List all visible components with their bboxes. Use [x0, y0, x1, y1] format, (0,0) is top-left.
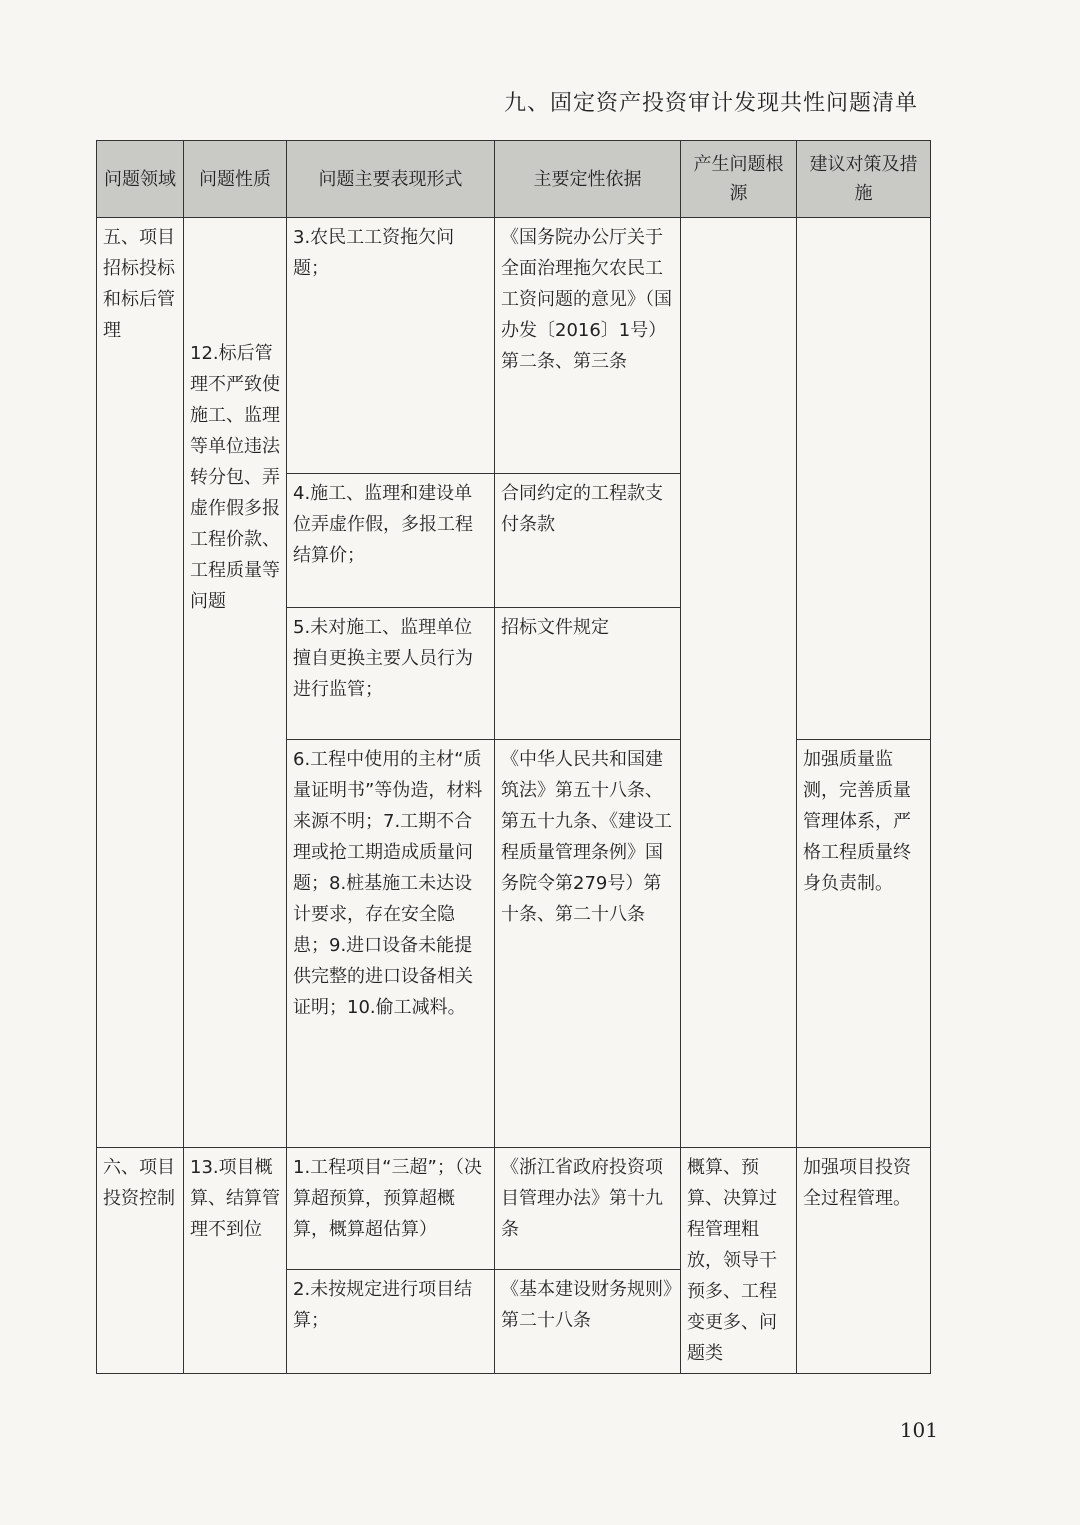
form-cell: 3.农民工工资拖欠问题； [287, 218, 495, 474]
form-cell: 4.施工、监理和建设单位弄虚作假，多报工程结算价； [287, 474, 495, 608]
nature-cell: 13.项目概算、结算管理不到位 [184, 1148, 287, 1374]
header-basis: 主要定性依据 [495, 141, 681, 218]
form-cell: 6.工程中使用的主材“质量证明书”等伪造，材料来源不明；7.工期不合理或抢工期造成质量问题；8.桩基施工未达设计要求，存在安全隐患；9.进口设备未能提供完整的进口设备相关证明；10.偷工减料。 [287, 740, 495, 1148]
basis-cell: 《浙江省政府投资项目管理办法》第十九条 [495, 1148, 681, 1270]
audit-issues-table [96, 140, 931, 1374]
domain-cell: 六、项目投资控制 [97, 1148, 184, 1374]
table-row [97, 218, 931, 474]
basis-cell: 《基本建设财务规则》第二十八条 [495, 1270, 681, 1374]
cause-cell: 概算、预算、决算过程管理粗放，领导干预多、工程变更多、问题类 [681, 1148, 797, 1374]
header-measure: 建议对策及措施 [797, 141, 931, 218]
table-header-row [97, 141, 931, 218]
form-cell: 5.未对施工、监理单位擅自更换主要人员行为进行监管； [287, 608, 495, 740]
table-row [97, 1148, 931, 1270]
measure-cell-empty [797, 218, 931, 740]
form-cell: 2.未按规定进行项目结算； [287, 1270, 495, 1374]
domain-cell: 五、项目招标投标和标后管理 [97, 218, 184, 1148]
measure-cell: 加强质量监测，完善质量管理体系，严格工程质量终身负责制。 [797, 740, 931, 1148]
measure-cell: 加强项目投资全过程管理。 [797, 1148, 931, 1374]
basis-cell: 《国务院办公厅关于全面治理拖欠农民工工资问题的意见》（国办发〔2016〕1号）第二条、第三条 [495, 218, 681, 474]
basis-cell: 招标文件规定 [495, 608, 681, 740]
page-number: 101 [899, 1418, 938, 1442]
header-form: 问题主要表现形式 [287, 141, 495, 218]
header-domain: 问题领域 [97, 141, 184, 218]
nature-cell: 12.标后管理不严致使施工、监理等单位违法转分包、弄虚作假多报工程价款、工程质量等问题 [184, 218, 287, 1148]
cause-cell [681, 218, 797, 1148]
form-cell: 1.工程项目“三超”；（决算超预算，预算超概算，概算超估算） [287, 1148, 495, 1270]
page-title: 九、固定资产投资审计发现共性问题清单 [503, 91, 918, 116]
basis-cell: 《中华人民共和国建筑法》第五十八条、第五十九条、《建设工程质量管理条例》国务院令第279号）第十条、第二十八条 [495, 740, 681, 1148]
basis-cell: 合同约定的工程款支付条款 [495, 474, 681, 608]
header-nature: 问题性质 [184, 141, 287, 218]
header-cause: 产生问题根源 [681, 141, 797, 218]
